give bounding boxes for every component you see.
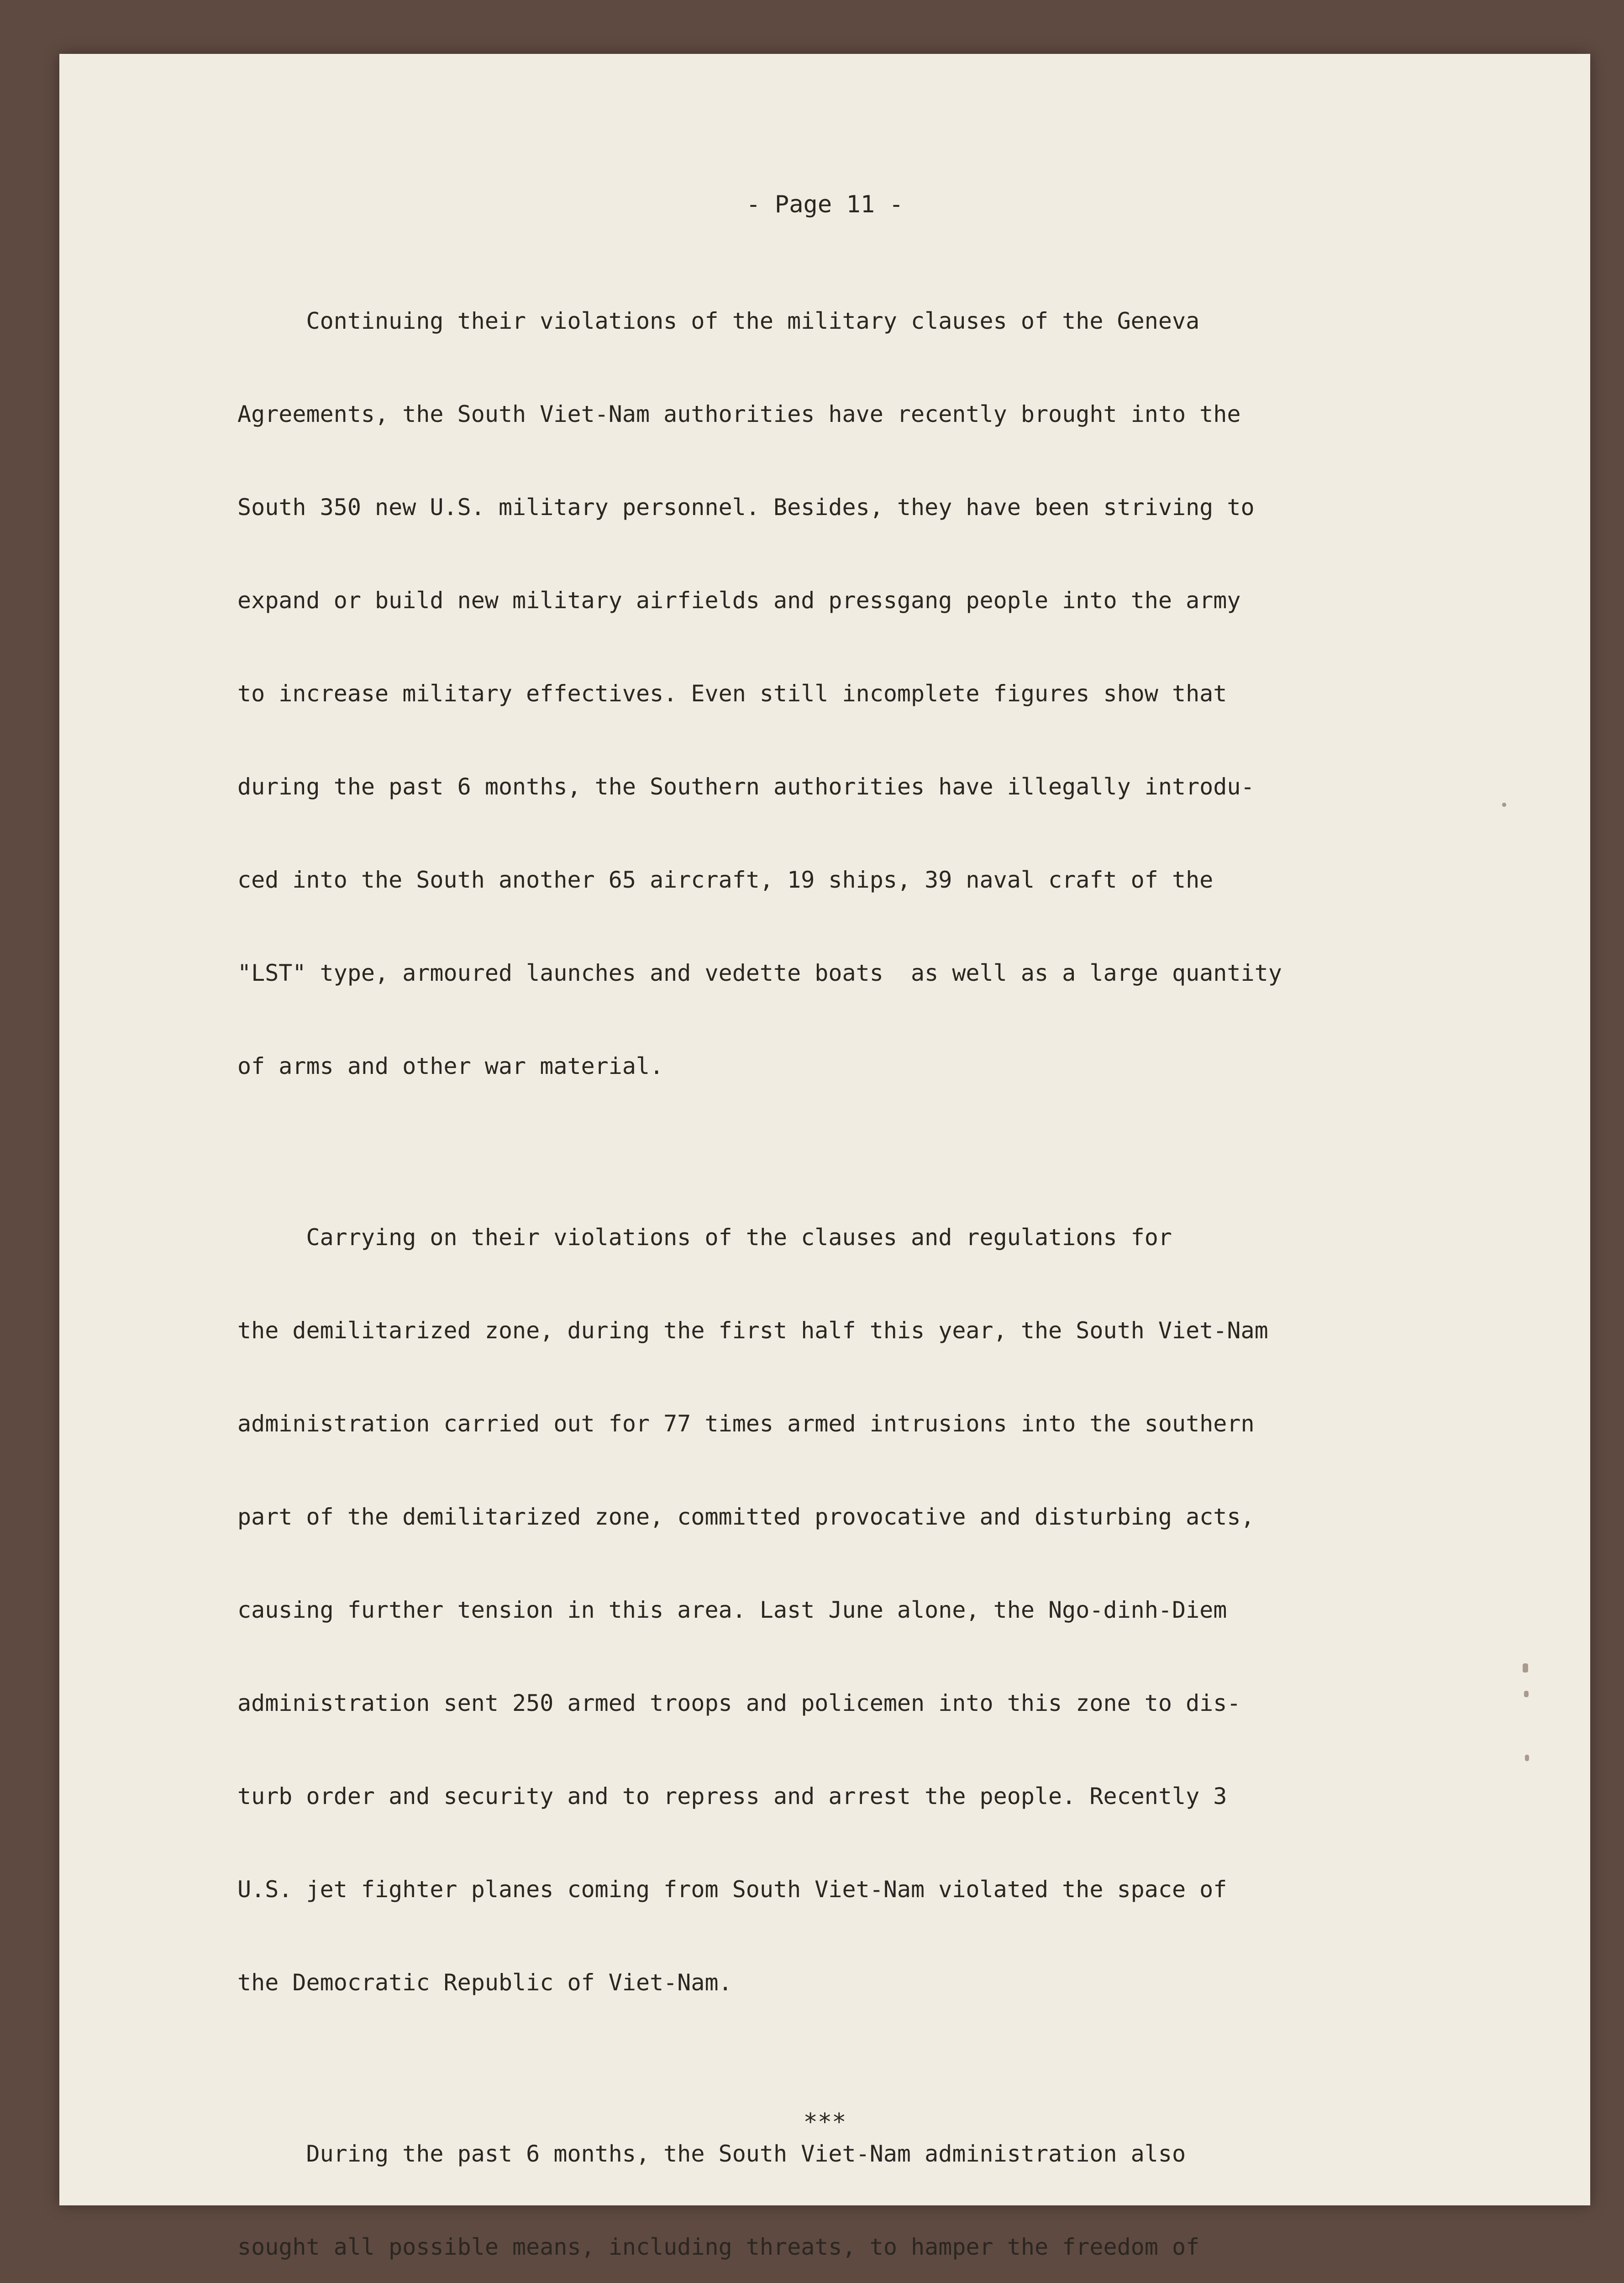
paragraph-demilitarized-zone bbox=[237, 1160, 1479, 2060]
document-body bbox=[237, 243, 1479, 2283]
text-line: ced into the South another 65 aircraft, 19 ships, 39 naval craft of the bbox=[237, 867, 1214, 893]
text-line: sought all possible means, including threats, to hamper the freedom of bbox=[237, 2234, 1200, 2260]
text-line: to increase military effectives. Even still incomplete figures show that bbox=[237, 680, 1227, 707]
text-line: administration sent 250 armed troops and policemen into this zone to dis- bbox=[237, 1690, 1241, 1716]
text-line: South 350 new U.S. military personnel. Besides, they have been striving to bbox=[237, 494, 1255, 521]
text-line: of arms and other war material. bbox=[237, 1053, 664, 1079]
text-line: the demilitarized zone, during the first half this year, the South Viet-Nam bbox=[237, 1317, 1268, 1344]
text-line: part of the demilitarized zone, committed provocative and disturbing acts, bbox=[237, 1504, 1255, 1530]
paper-stain-mark bbox=[1524, 1691, 1529, 1697]
page-number-header: - Page 11 - bbox=[746, 191, 904, 218]
text-line: the Democratic Republic of Viet-Nam. bbox=[237, 1969, 732, 1996]
paper-stain-mark bbox=[1502, 803, 1506, 807]
paper-stain-mark bbox=[1525, 1755, 1529, 1761]
paragraph-freedom-of-movement bbox=[237, 2076, 1479, 2283]
text-line: During the past 6 months, the South Viet-Nam administration also bbox=[237, 2141, 1186, 2167]
text-line: Carrying on their violations of the clauses and regulations for bbox=[237, 1224, 1172, 1251]
paper-stain-mark bbox=[1523, 1663, 1528, 1673]
text-line: U.S. jet fighter planes coming from South Viet-Nam violated the space of bbox=[237, 1876, 1227, 1903]
end-of-section-mark: *** bbox=[803, 2109, 846, 2136]
text-line: "LST" type, armoured launches and vedette boats as well as a large quantity bbox=[237, 960, 1282, 986]
paragraph-military-clauses bbox=[237, 243, 1479, 1144]
text-line: Agreements, the South Viet-Nam authorities have recently brought into the bbox=[237, 401, 1241, 427]
text-line: causing further tension in this area. Last June alone, the Ngo-dinh-Diem bbox=[237, 1597, 1227, 1623]
text-line: turb order and security and to repress and arrest the people. Recently 3 bbox=[237, 1783, 1227, 1810]
text-line: administration carried out for 77 times armed intrusions into the southern bbox=[237, 1410, 1255, 1437]
text-line: during the past 6 months, the Southern authorities have illegally introdu- bbox=[237, 773, 1255, 800]
document-page bbox=[59, 54, 1590, 2260]
text-line: Continuing their violations of the military clauses of the Geneva bbox=[237, 308, 1200, 334]
text-line: expand or build new military airfields and pressgang people into the army bbox=[237, 587, 1241, 614]
